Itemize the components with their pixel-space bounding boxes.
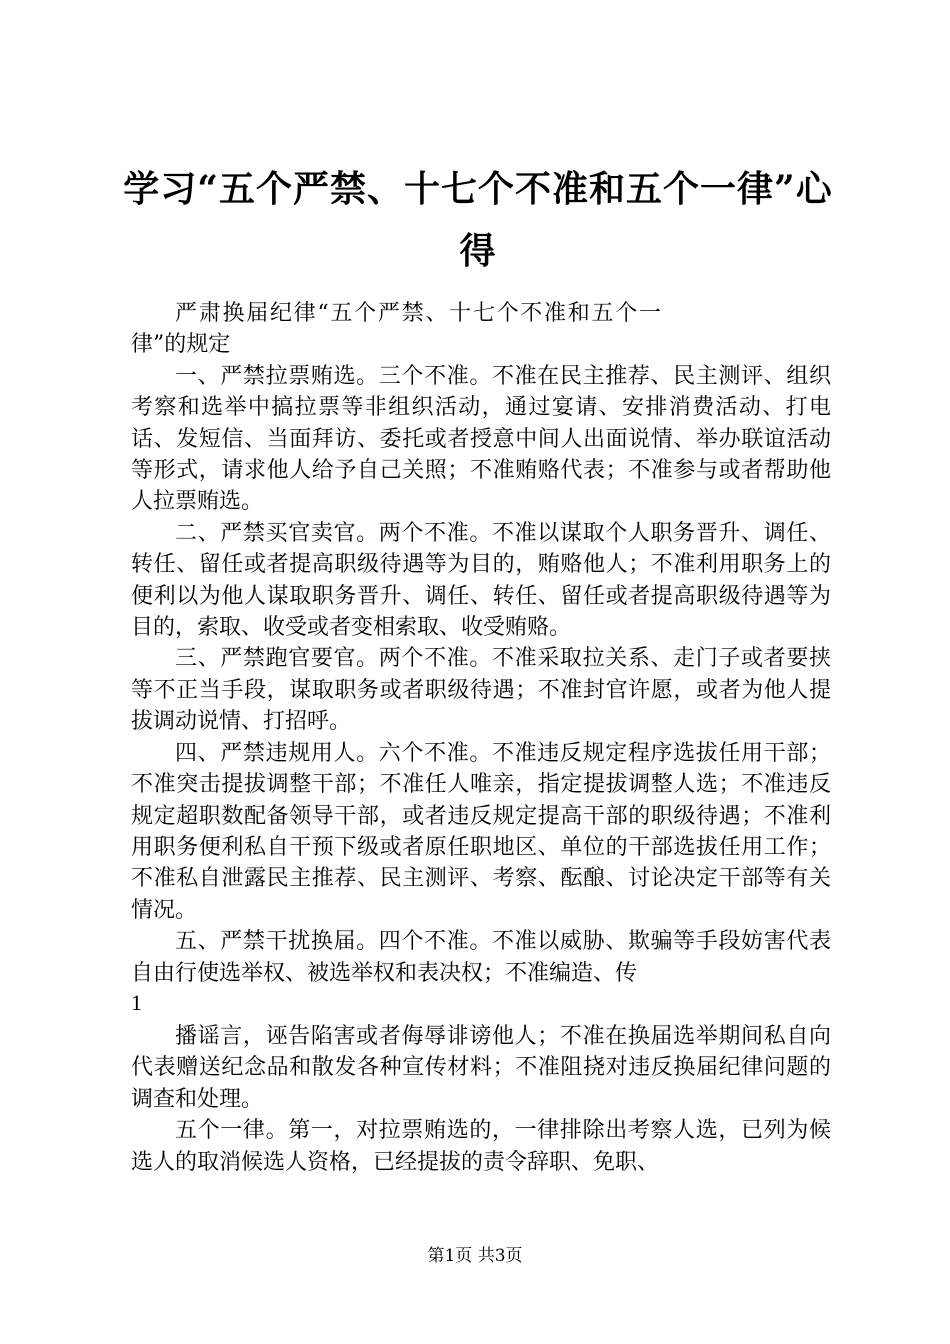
inline-page-number: 1 bbox=[131, 989, 142, 1015]
document-title: 学习“五个严禁、十七个不准和五个一律”心得 bbox=[123, 168, 833, 272]
paragraph-5: 五、严禁干扰换届。四个不准。不准以威胁、欺骗等手段妨害代表自由行使选举权、被选举权和表决权；不准编造、传 bbox=[131, 929, 831, 986]
paragraph-6: 播谣言，诬告陷害或者侮辱诽谤他人；不准在换届选举期间私自向代表赠送纪念品和散发各种宣传材料；不准阻挠对违反换届纪律问题的调查和处理。 bbox=[131, 1023, 831, 1112]
page-footer: 第1页 共3页 bbox=[427, 1246, 523, 1266]
continuation-block bbox=[131, 1021, 831, 1178]
document-subtitle: 严肃换届纪律“五个严禁、十七个不准和五个一律”的规定 bbox=[131, 301, 661, 358]
paragraph-7: 五个一律。第一，对拉票贿选的，一律排除出考察人选，已列为候选人的取消候选人资格，已经提拔的责令辞职、免职、 bbox=[131, 1118, 831, 1175]
paragraph-3: 三、严禁跑官要官。两个不准。不准采取拉关系、走门子或者要挟等不正当手段，谋取职务或者职级待遇；不准封官许愿，或者为他人提拔调动说情、打招呼。 bbox=[131, 646, 831, 735]
paragraph-4: 四、严禁违规用人。六个不准。不准违反规定程序选拔任用干部；不准突击提拔调整干部；不准任人唯亲，指定提拔调整人选；不准违反规定超职数配备领导干部，或者违反规定提高干部的职级待遇；不准利用职务便利私自干预下级或者原任职地区、单位的干部选拔任用工作；不准私自泄露民主推荐、民主测评、考察、酝酿、讨论决定干部等有关情况。 bbox=[131, 740, 831, 923]
document-body bbox=[131, 298, 831, 1178]
paragraph-1: 一、严禁拉票贿选。三个不准。不准在民主推荐、民主测评、组织考察和选举中搞拉票等非组织活动，通过宴请、安排消费活动、打电话、发短信、当面拜访、委托或者授意中间人出面说情、举办联谊活动等形式，请求他人给予自己关照；不准贿赂代表；不准参与或者帮助他人拉票贿选。 bbox=[131, 363, 831, 515]
paragraph-2: 二、严禁买官卖官。两个不准。不准以谋取个人职务晋升、调任、转任、留任或者提高职级待遇等为目的，贿赂他人；不准利用职务上的便利以为他人谋取职务晋升、调任、转任、留任或者提高职级待遇等为目的，索取、收受或者变相索取、收受贿赂。 bbox=[131, 520, 831, 641]
